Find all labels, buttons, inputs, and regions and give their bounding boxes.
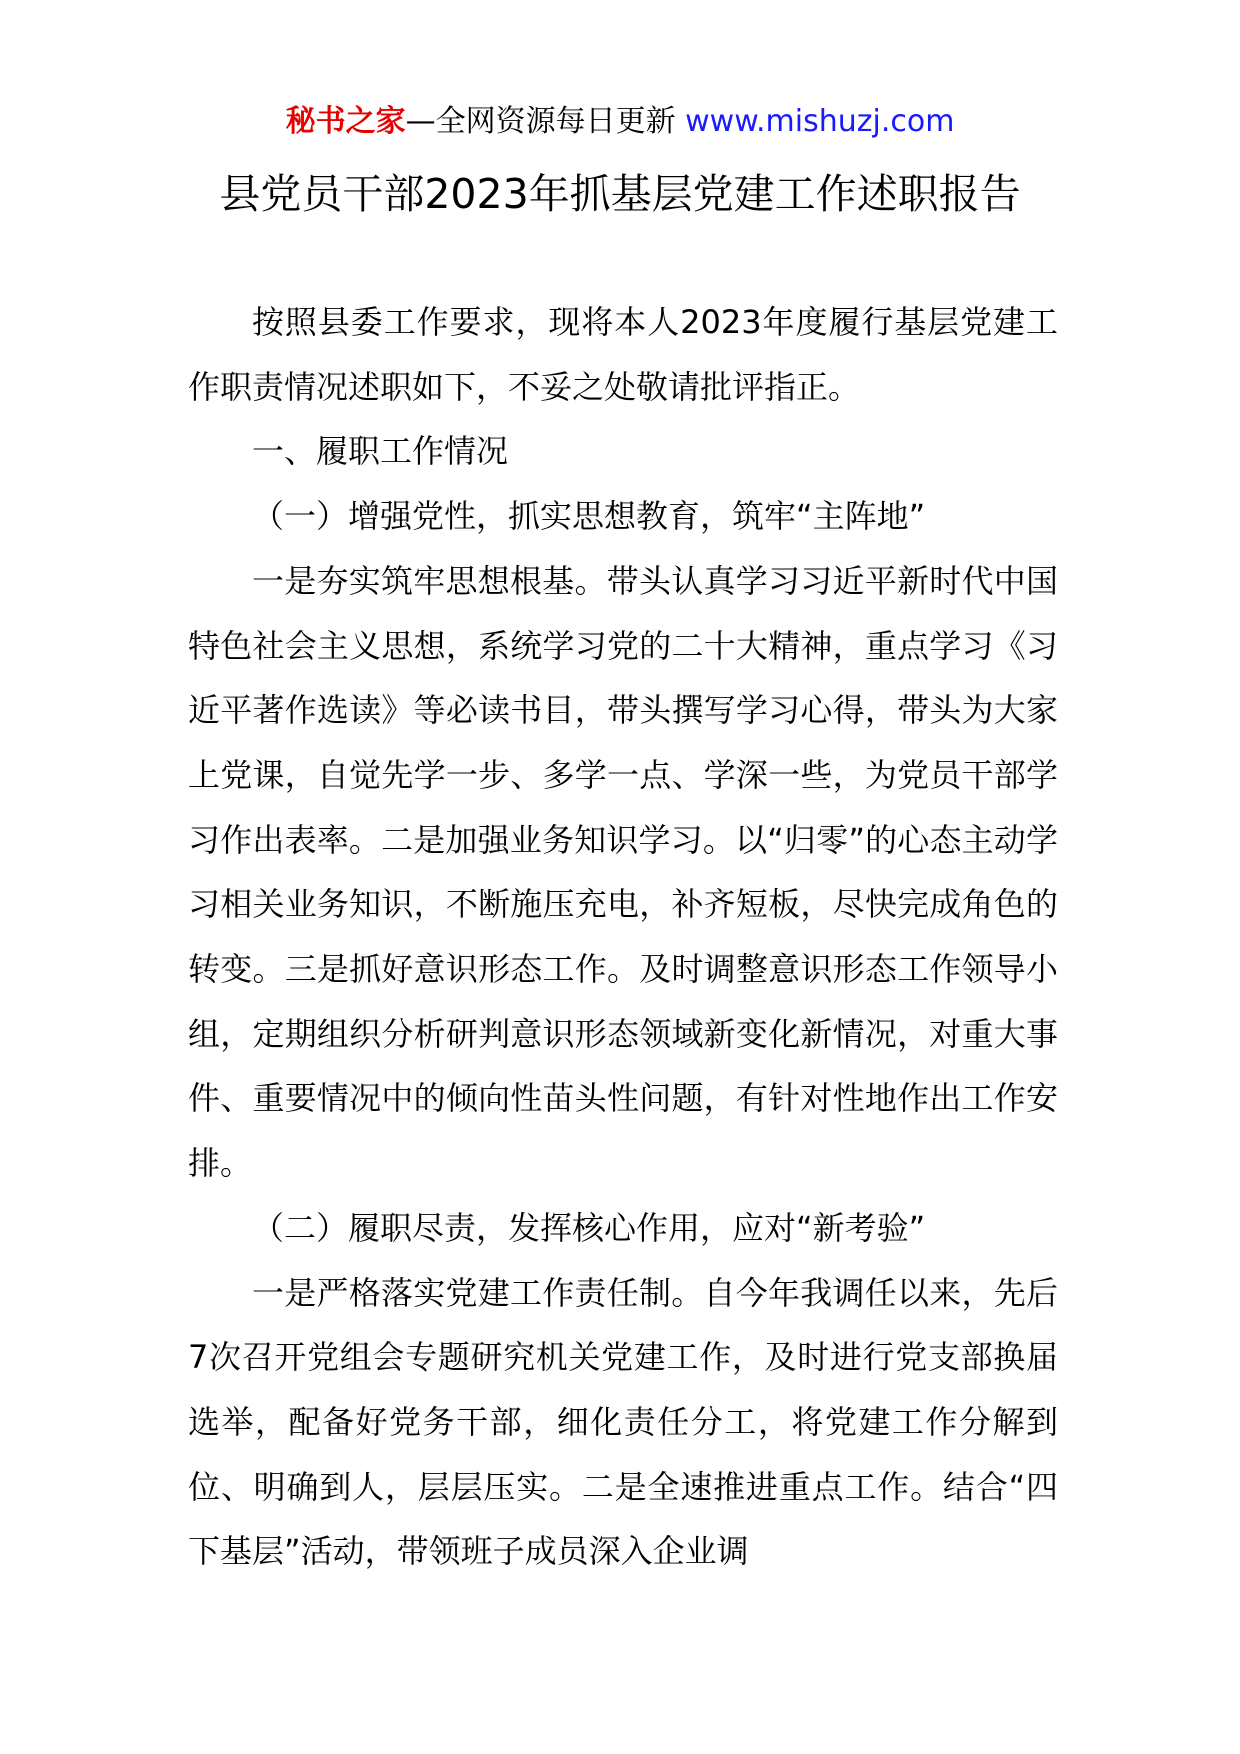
document-title: 县党员干部2023年抓基层党建工作述职报告	[219, 170, 1021, 218]
site-header	[0, 100, 1240, 144]
body-paragraph: 一是严格落实党建工作责任制。自今年我调任以来，先后7次召开党组会专题研究机关党建工作，及时进行党支部换届选举，配备好党务干部，细化责任分工，将党建工作分解到位、明确到人，层层压实。二是全速推进重点工作。结合“四下基层”活动，带领班子成员深入企业调	[188, 1273, 1058, 1571]
brand-name: 秘书之家	[285, 104, 406, 139]
subsection-heading-2: （二）履职尽责，发挥核心作用，应对“新考验”	[252, 1208, 926, 1247]
section-heading-1: 一、履职工作情况	[252, 432, 509, 471]
intro-paragraph: 按照县委工作要求，现将本人2023年度履行基层党建工作职责情况述职如下，不妥之处敬请批评指正。	[188, 303, 1058, 406]
document-body	[188, 290, 1058, 1584]
header-tagline: —全网资源每日更新	[405, 104, 676, 139]
site-url[interactable]: www.mishuzj.com	[685, 104, 955, 139]
subsection-heading-1: （一）增强党性，抓实思想教育，筑牢“主阵地”	[252, 497, 926, 536]
body-paragraph: 一是夯实筑牢思想根基。带头认真学习习近平新时代中国特色社会主义思想，系统学习党的二十大精神，重点学习《习近平著作选读》等必读书目，带头撰写学习心得，带头为大家上党课，自觉先学一步、多学一点、学深一些，为党员干部学习作出表率。二是加强业务知识学习。以“归零”的心态主动学习相关业务知识，不断施压充电，补齐短板，尽快完成角色的转变。三是抓好意识形态工作。及时调整意识形态工作领导小组，定期组织分析研判意识形态领域新变化新情况，对重大事件、重要情况中的倾向性苗头性问题，有针对性地作出工作安排。	[188, 561, 1058, 1183]
